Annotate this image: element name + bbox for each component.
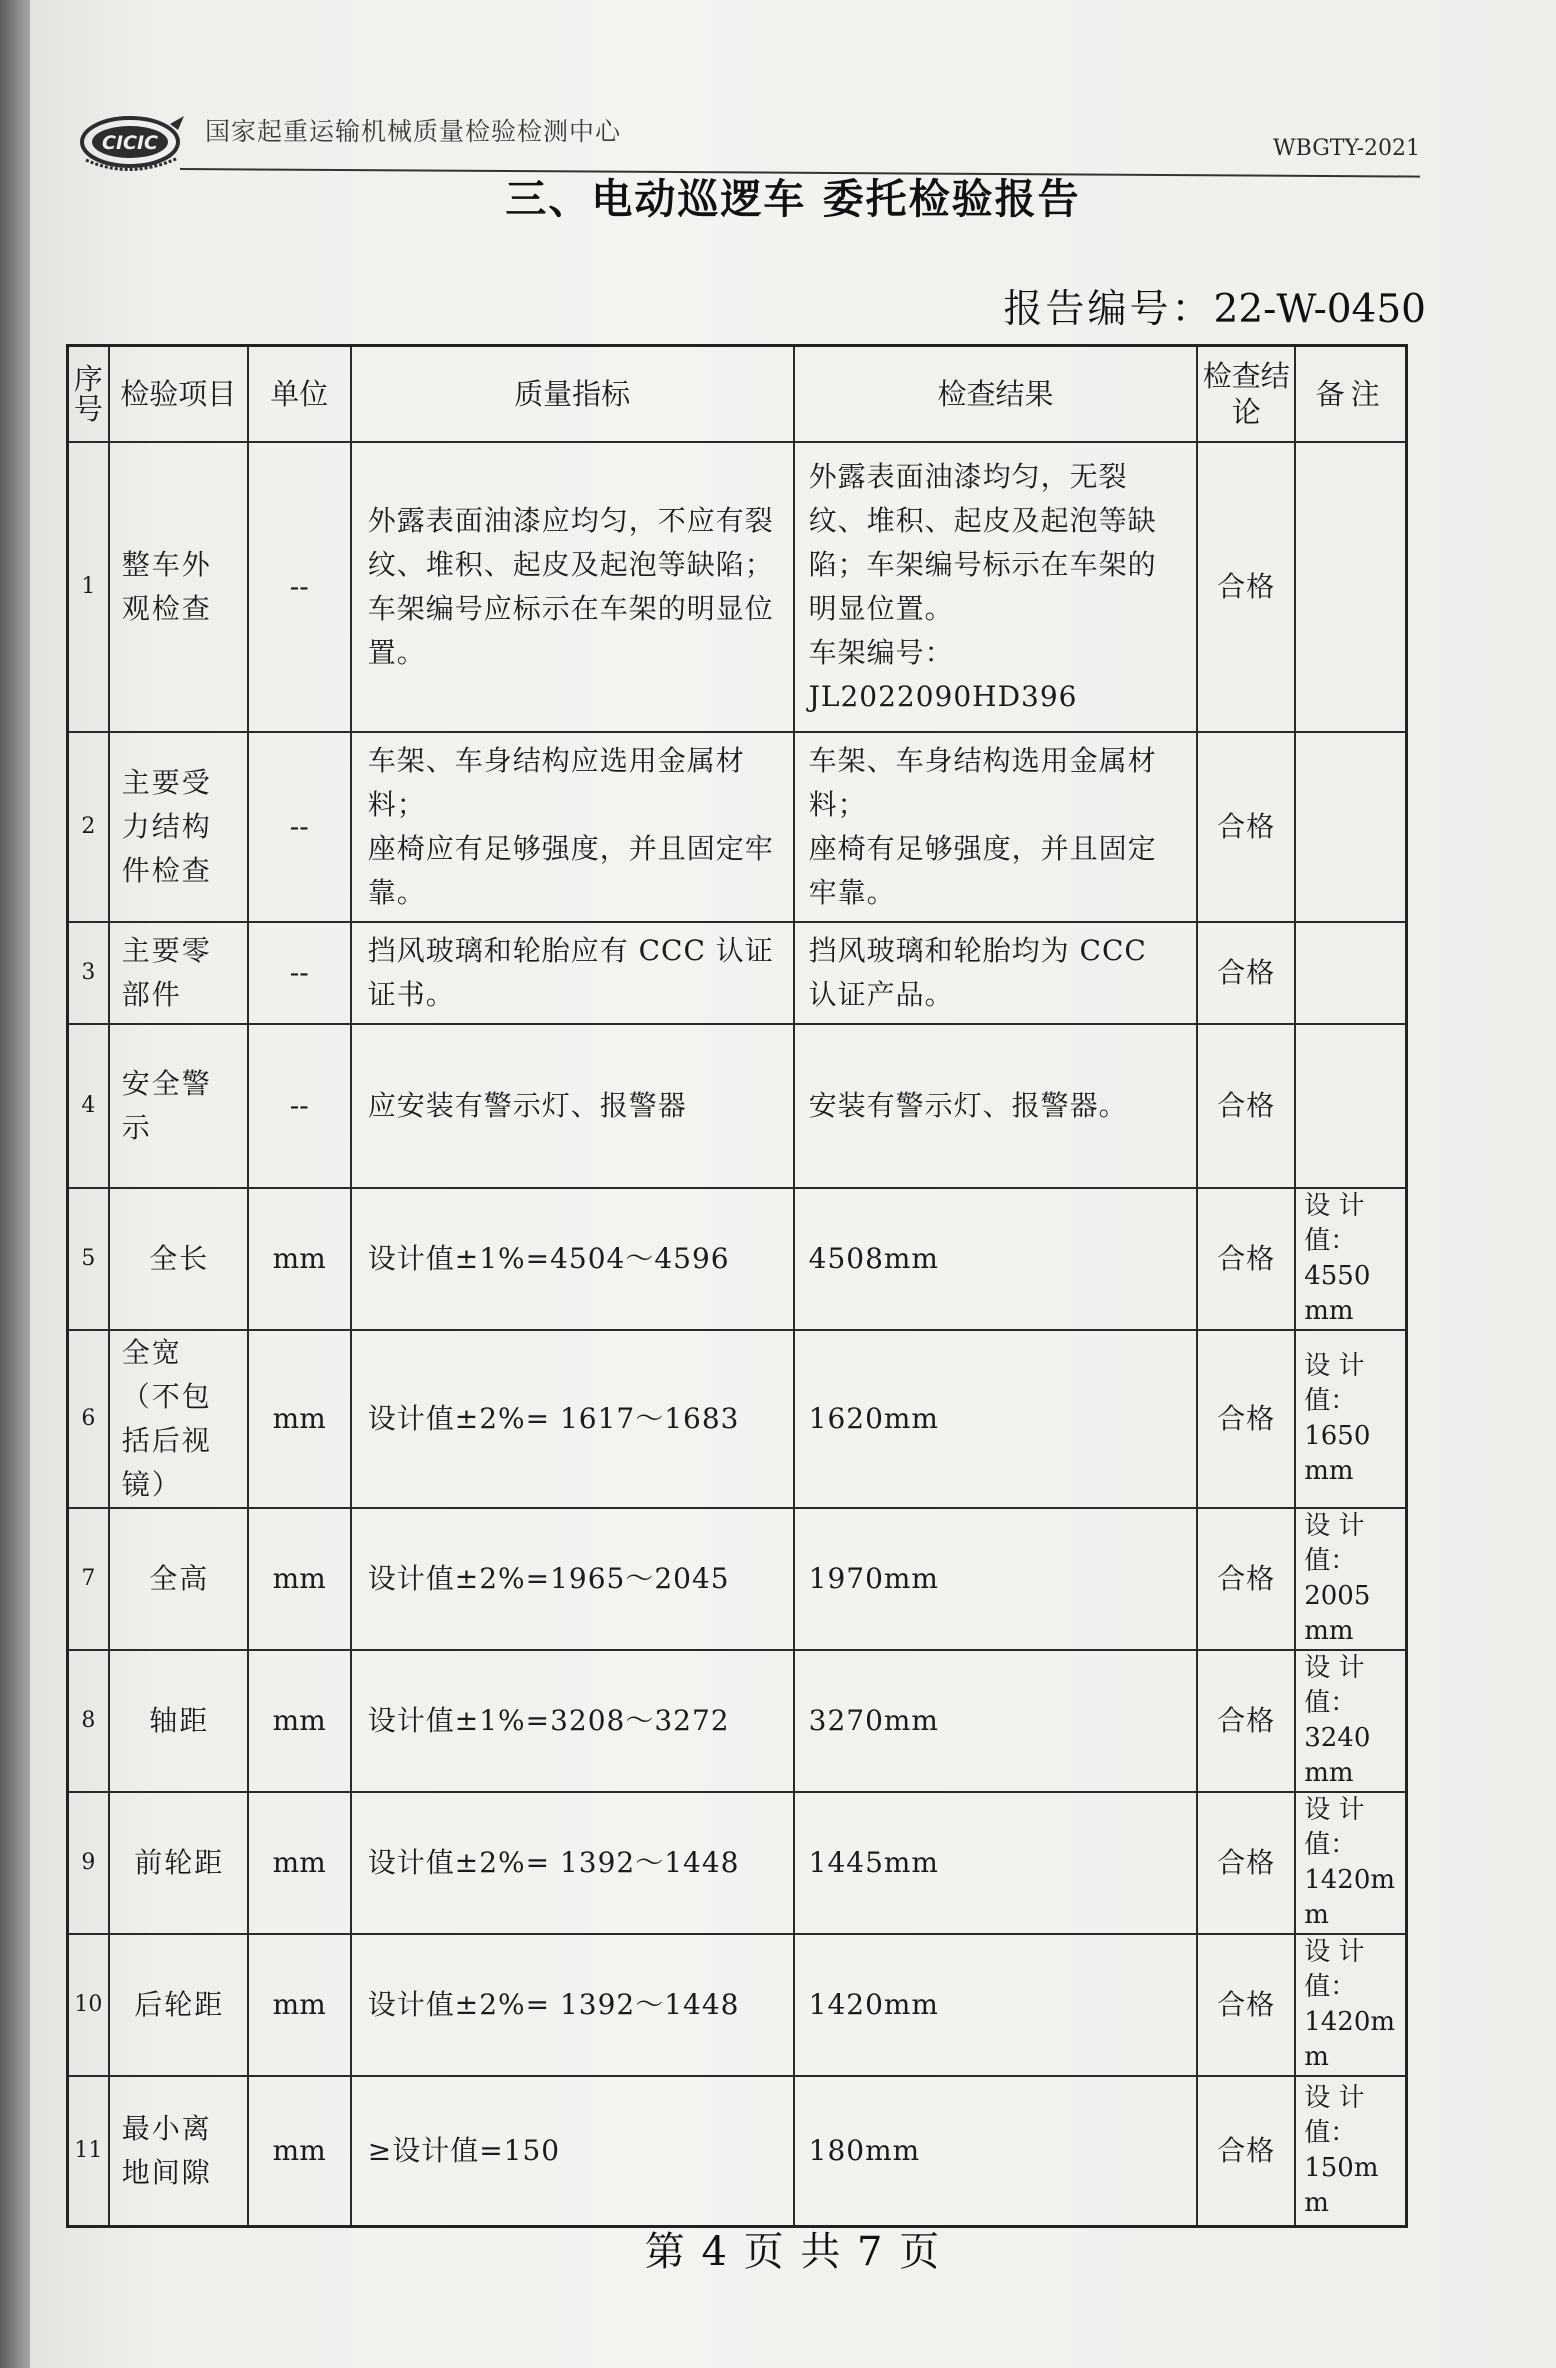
note-cell: 设 计 值：4550 mm: [1295, 1188, 1406, 1330]
item-cell: 全高: [109, 1508, 248, 1650]
result-cell: [794, 922, 1198, 1024]
spec-line: 外露表面油漆应均匀，不应有裂纹、堆积、起皮及起泡等缺陷；: [367, 504, 774, 581]
item-cell: 安全警示: [109, 1024, 248, 1188]
table-row: [68, 1330, 1407, 1508]
conclusion-cell: 合格: [1197, 1024, 1295, 1188]
result-line: 1970mm: [808, 1562, 939, 1595]
note-cell: [1295, 922, 1406, 1024]
item-cell: 整车外观检查: [109, 442, 248, 732]
result-line: JL2022090HD396: [808, 680, 1078, 713]
inspection-table: [66, 344, 1408, 2228]
conclusion-cell: 合格: [1197, 1934, 1295, 2076]
conclusion-cell: 合格: [1197, 1508, 1295, 1650]
spec-line: 车架、车身结构应选用金属材料；: [367, 744, 745, 821]
result-line: 3270mm: [808, 1704, 939, 1737]
header-note: 备注: [1295, 346, 1406, 443]
report-number: [1004, 278, 1427, 334]
table-row: [68, 2076, 1407, 2226]
item-cell: 轴距: [109, 1650, 248, 1792]
result-cell: [794, 1934, 1198, 2076]
table-row: [68, 1024, 1407, 1188]
result-cell: [794, 1650, 1198, 1792]
result-cell: [794, 1508, 1198, 1650]
conclusion-cell: 合格: [1197, 922, 1295, 1024]
report-number-label: 报告编号：: [1003, 287, 1214, 332]
unit-cell: --: [248, 732, 351, 922]
result-line: 1445mm: [808, 1846, 939, 1879]
spec-line: 设计值±2%= 1392～1448: [367, 1988, 740, 2021]
spec-cell: [351, 922, 794, 1024]
header-spec: 质量指标: [351, 346, 794, 443]
spec-cell: [351, 442, 794, 732]
spec-cell: [351, 2076, 794, 2226]
spec-cell: [351, 1188, 794, 1330]
spec-cell: [351, 1330, 794, 1508]
spec-line: 设计值±2%=1965～2045: [367, 1562, 730, 1595]
item-cell: 全宽（不包括后视镜）: [109, 1330, 248, 1508]
table-row: [68, 922, 1407, 1024]
result-cell: [794, 732, 1198, 922]
header-item: 检验项目: [109, 346, 248, 443]
conclusion-cell: 合格: [1197, 442, 1295, 732]
row-number-cell: 9: [68, 1792, 109, 1934]
spec-cell: [351, 1650, 794, 1792]
table-row: [68, 732, 1407, 922]
table-row: [68, 1188, 1407, 1330]
spec-line: 挡风玻璃和轮胎应有 CCC 认证证书。: [367, 934, 774, 1011]
result-cell: [794, 1024, 1198, 1188]
conclusion-cell: 合格: [1197, 1188, 1295, 1330]
result-line: 车架、车身结构选用金属材料；: [808, 744, 1157, 821]
result-cell: [794, 1188, 1198, 1330]
note-cell: 设 计 值：1650 mm: [1295, 1330, 1406, 1508]
unit-cell: mm: [248, 1188, 351, 1330]
unit-cell: mm: [248, 1330, 351, 1508]
unit-cell: --: [248, 1024, 351, 1188]
item-cell: 后轮距: [109, 1934, 248, 2076]
conclusion-cell: 合格: [1197, 732, 1295, 922]
spec-line: 设计值±1%=4504～4596: [367, 1242, 730, 1275]
table-row: [68, 1792, 1407, 1934]
row-number-cell: 2: [68, 732, 109, 922]
spec-line: 车架编号应标示在车架的明显位置。: [367, 592, 774, 669]
row-number-cell: 6: [68, 1330, 109, 1508]
spec-cell: [351, 1934, 794, 2076]
spec-line: 应安装有警示灯、报警器: [367, 1089, 687, 1122]
unit-cell: --: [248, 442, 351, 732]
svg-text:CICIC: CICIC: [102, 132, 158, 154]
note-cell: 设 计 值：150m m: [1295, 2076, 1406, 2226]
spec-cell: [351, 1508, 794, 1650]
item-cell: 最小离地间隙: [109, 2076, 248, 2226]
spec-line: 设计值±2%= 1392～1448: [367, 1846, 740, 1879]
result-cell: [794, 1330, 1198, 1508]
note-cell: 设 计 值：1420m m: [1295, 1792, 1406, 1934]
row-number-cell: 1: [68, 442, 109, 732]
spec-line: 座椅应有足够强度，并且固定牢靠。: [367, 832, 774, 909]
note-cell: [1295, 442, 1406, 732]
item-cell: 前轮距: [109, 1792, 248, 1934]
spec-cell: [351, 1792, 794, 1934]
table-header-row: [68, 346, 1407, 443]
page-title: 三、电动巡逻车 委托检验报告: [505, 175, 1081, 223]
header-conclusion: 检查结论: [1197, 346, 1295, 443]
conclusion-cell: 合格: [1197, 1650, 1295, 1792]
organization-name: 国家起重运输机械质量检验检测中心: [205, 117, 622, 146]
row-number-cell: 8: [68, 1650, 109, 1792]
result-cell: [794, 1792, 1198, 1934]
unit-cell: mm: [248, 2076, 351, 2226]
result-line: 车架编号：: [808, 636, 954, 669]
note-cell: 设 计 值：2005 mm: [1295, 1508, 1406, 1650]
unit-cell: mm: [248, 1934, 351, 2076]
item-cell: 全长: [109, 1188, 248, 1330]
result-cell: [794, 442, 1198, 732]
unit-cell: --: [248, 922, 351, 1024]
item-cell: 主要受力结构件检查: [109, 732, 248, 922]
result-cell: [794, 2076, 1198, 2226]
spec-cell: [351, 732, 794, 922]
result-line: 4508mm: [808, 1242, 939, 1275]
header-unit: 单位: [248, 346, 351, 443]
unit-cell: mm: [248, 1650, 351, 1792]
note-cell: [1295, 732, 1406, 922]
report-number-value: 22-W-0450: [1213, 287, 1426, 332]
row-number-cell: 10: [68, 1934, 109, 2076]
result-line: 180mm: [808, 2133, 921, 2167]
header-no: 序号: [68, 346, 109, 443]
conclusion-cell: 合格: [1197, 1792, 1295, 1934]
note-cell: 设 计 值：1420m m: [1295, 1934, 1406, 2076]
header-result: 检查结果: [794, 346, 1198, 443]
row-number-cell: 11: [68, 2076, 109, 2226]
result-line: 1620mm: [808, 1402, 939, 1435]
row-number-cell: 3: [68, 922, 109, 1024]
item-cell: 主要零部件: [109, 922, 248, 1024]
note-cell: [1295, 1024, 1406, 1188]
table-row: [68, 442, 1407, 732]
note-cell: 设 计 值：3240 mm: [1295, 1650, 1406, 1792]
row-number-cell: 7: [68, 1508, 109, 1650]
row-number-cell: 5: [68, 1188, 109, 1330]
result-line: 外露表面油漆均匀，无裂纹、堆积、起皮及起泡等缺陷；车架编号标示在车架的明显位置。: [808, 460, 1157, 625]
result-line: 挡风玻璃和轮胎均为 CCC 认证产品。: [808, 934, 1147, 1011]
result-line: 1420mm: [808, 1988, 939, 2021]
result-line: 安装有警示灯、报警器。: [808, 1089, 1128, 1122]
table-row: [68, 1934, 1407, 2076]
result-line: 座椅有足够强度，并且固定牢靠。: [808, 832, 1157, 909]
spec-line: 设计值±2%= 1617～1683: [367, 1402, 740, 1435]
unit-cell: mm: [248, 1792, 351, 1934]
row-number-cell: 4: [68, 1024, 109, 1188]
page-number: 第 4 页 共 7 页: [644, 2229, 942, 2275]
conclusion-cell: 合格: [1197, 1330, 1295, 1508]
spec-cell: [351, 1024, 794, 1188]
report-page: [30, 0, 1556, 2368]
spec-line: ≥设计值=150: [367, 2133, 561, 2167]
document-code: WBGTY-2021: [1273, 136, 1420, 161]
table-row: [68, 1650, 1407, 1792]
spec-line: 设计值±1%=3208～3272: [367, 1704, 730, 1737]
conclusion-cell: 合格: [1197, 2076, 1295, 2226]
table-row: [68, 1508, 1407, 1650]
unit-cell: mm: [248, 1508, 351, 1650]
